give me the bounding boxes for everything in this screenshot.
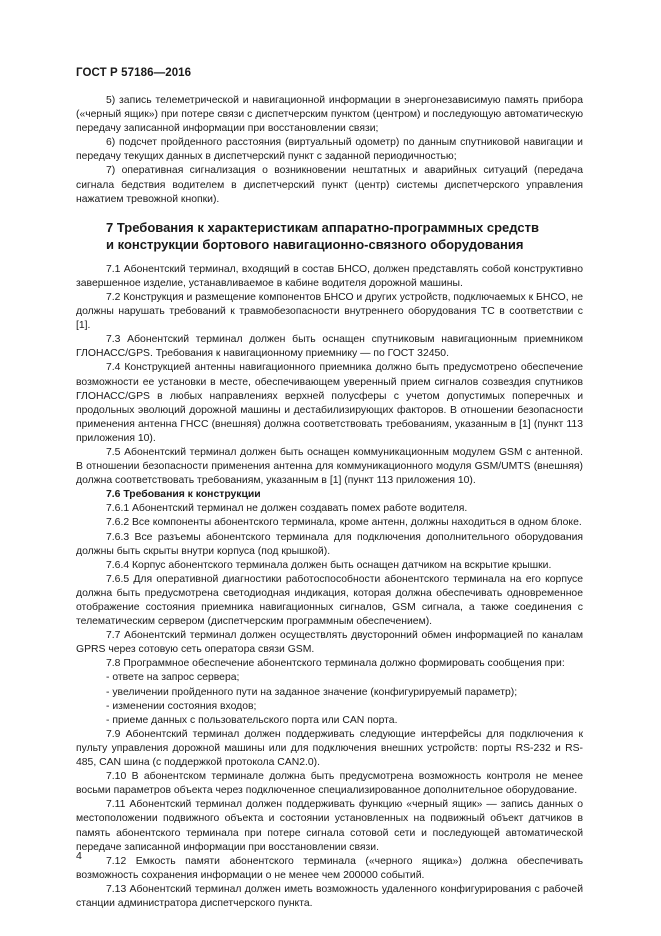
page-number: 4 <box>76 850 82 862</box>
list-item: - увеличении пройденного пути на заданное значение (конфигурируемый параметр); <box>106 686 518 698</box>
list-item: 5) запись телеметрической и навигационной информации в энергонезависимую память прибора («черный ящик») при потере связи с диспетчерским пунктом (центром) и последующую автоматическую передачу записанной информации при восстановлении связи; <box>76 95 583 135</box>
paragraph: 7.13 Абонентский терминал должен иметь возможность удаленного конфигурирования с рабочей станции администратора диспетчерского пункта. <box>76 883 583 909</box>
paragraph: 7.6.1 Абонентский терминал не должен создавать помех работе водителя. <box>106 503 468 515</box>
list-item: - приеме данных с пользовательского порта или CAN порта. <box>106 714 398 726</box>
paragraph: 7.1 Абонентский терминал, входящий в состав БНСО, должен представлять собой конструктивно завершенное изделие, устанавливаемое в кабине водителя дорожной машины. <box>76 263 583 289</box>
paragraph: 7.4 Конструкцией антенны навигационного приемника должно быть предусмотрено обеспечение возможности ее установки в месте, обеспечивающем уверенный прием сигналов созвездия спутников ГЛОНАСС/GPS в любых направлениях верхней полусферы с учетом допустимых поперечных и продольных эволюций дорожной машины и дестабилизирующих факторов. В отношении безопасности применения антенна ГНСС (внешняя) должна соответствовать требованиям, указанным в [1] (пункт 113 приложения 10). <box>76 362 583 444</box>
paragraph: 7.6.2 Все компоненты абонентского терминала, кроме антенн, должны находиться в одном блоке. <box>106 517 582 529</box>
list-item: - изменении состояния входов; <box>106 700 257 712</box>
section-title-line: и конструкции бортового навигационно-связного оборудования <box>106 236 524 252</box>
paragraph: 7.10 В абонентском терминале должна быть предусмотрена возможность контроля не менее восьми параметров объекта через подключенное специализированное дополнительное оборудование. <box>76 771 583 797</box>
paragraph: 7.11 Абонентский терминал должен поддерживать функцию «черный ящик» — запись данных о местоположении подвижного объекта и состоянии установленных на подвижный объект датчиков в память абонентского терминала при потере сигнала сотовой сети и последующей автоматической передаче записанной информации при восстановлении связи. <box>76 799 583 853</box>
section-title <box>76 219 583 253</box>
paragraph: 7.6.3 Все разъемы абонентского терминала для подключения дополнительного оборудования должны быть скрыты внутри корпуса (под крышкой). <box>76 531 583 557</box>
document-header: ГОСТ Р 57186—2016 <box>76 67 192 79</box>
paragraph: 7.7 Абонентский терминал должен осуществлять двусторонний обмен информацией по каналам GPRS через сотовую сеть оператора связи GSM. <box>76 630 583 656</box>
list-item: 7) оперативная сигнализация о возникновении нештатных и аварийных ситуаций (передача сигнала бедствия водителем в диспетчерский пункт (центр) системы диспетчерского управления нажатием тревожной кнопки). <box>76 165 583 205</box>
list-item: - ответе на запрос сервера; <box>106 672 240 684</box>
paragraph: 7.3 Абонентский терминал должен быть оснащен спутниковым навигационным приемником ГЛОНАСС/GPS. Требования к навигационному приемнику — по ГОСТ 32450. <box>76 334 583 360</box>
paragraph: 7.2 Конструкция и размещение компонентов БНСО и других устройств, подключаемых к БНСО, не должны нарушать требований к травмобезопасности внутреннего оборудования ТС в соответствии с [1]. <box>76 291 583 332</box>
paragraph: 7.9 Абонентский терминал должен поддерживать следующие интерфейсы для подключения к пульту управления дорожной машины или для подключения внешних устройств: порты RS-232 и RS-485, CAN шина (с поддержкой протокола CAN2.0). <box>76 728 583 769</box>
subsection-title: 7.6 Требования к конструкции <box>106 489 261 501</box>
paragraph: 7.12 Емкость памяти абонентского терминала («черного ящика») должна обеспечивать возможность сохранения информации о не менее чем 200000 событий. <box>76 855 583 881</box>
paragraph: 7.8 Программное обеспечение абонентского терминала должно формировать сообщения при: <box>106 658 565 670</box>
page-body <box>76 94 583 911</box>
paragraph: 7.5 Абонентский терминал должен быть оснащен коммуникационным модулем GSM с антенной. В отношении безопасности применения антенна для коммуникационного модуля GSM/UMTS (внешняя) должна соответствовать требованиям, указанным в [1] (пункт 113 приложения 10). <box>76 446 583 487</box>
list-item: 6) подсчет пройденного расстояния (виртуальный одометр) по данным спутниковой навигации и передачу текущих данных в диспетчерский пункт с заданной периодичностью; <box>76 137 583 163</box>
section-title-line: 7 Требования к характеристикам аппаратно-программных средств <box>106 219 539 235</box>
paragraph: 7.6.4 Корпус абонентского терминала должен быть оснащен датчиком на вскрытие крышки. <box>106 559 552 571</box>
paragraph: 7.6.5 Для оперативной диагностики работоспособности абонентского терминала на его корпусе должна быть предусмотрена светодиодная индикация, которая должна обеспечивать одновременное отображение состояния приемника навигационных сигналов, GSM сигнала, а также соединения с телематическим сервером (диспетчерским программным обеспечением). <box>76 573 583 628</box>
